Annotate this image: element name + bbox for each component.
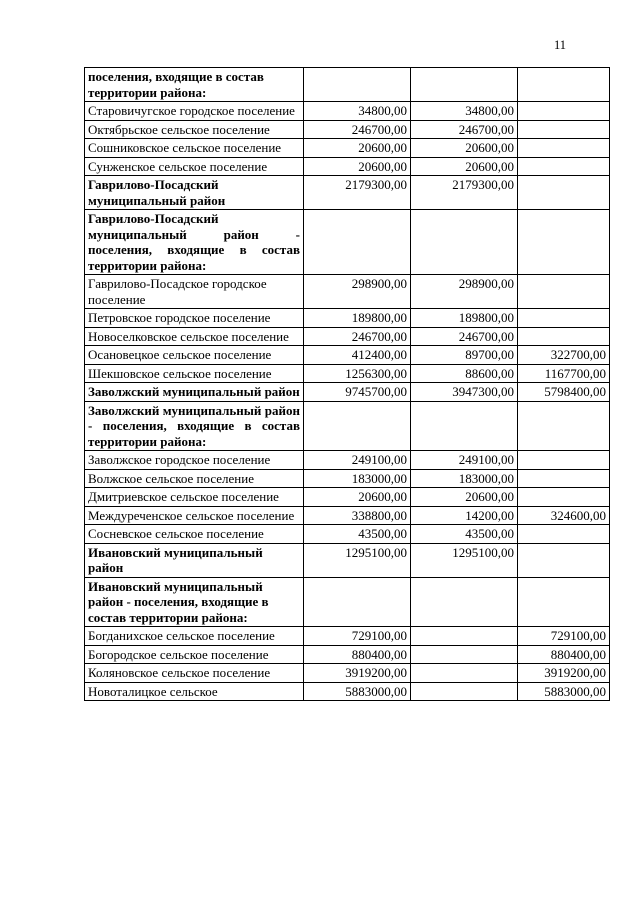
amount-cell-col3: 324600,00 (518, 506, 610, 525)
district-heading-cell: поселения, входящие в состав территории района: (85, 68, 304, 102)
budget-table-body (85, 68, 610, 701)
table-row (85, 682, 610, 701)
settlement-name-cell: Петровское городское поселение (85, 309, 304, 328)
amount-cell-col1: 189800,00 (304, 309, 411, 328)
amount-cell-col2 (411, 68, 518, 102)
amount-cell-col2: 249100,00 (411, 451, 518, 470)
amount-cell-col2 (411, 210, 518, 275)
amount-cell-col1: 2179300,00 (304, 176, 411, 210)
settlement-name-cell: Сошниковское сельское поселение (85, 139, 304, 158)
amount-cell-col3 (518, 139, 610, 158)
settlement-name-cell: Новоселковское сельское поселение (85, 327, 304, 346)
amount-cell-col1: 3919200,00 (304, 664, 411, 683)
district-heading-cell: Ивановский муниципальный район - поселения, входящие в состав территории района: (85, 577, 304, 627)
amount-cell-col3 (518, 543, 610, 577)
amount-cell-col3 (518, 469, 610, 488)
amount-cell-col2: 89700,00 (411, 346, 518, 365)
settlement-name-cell: Старовичугское городское поселение (85, 102, 304, 121)
settlement-name-cell: Богданихское сельское поселение (85, 627, 304, 646)
amount-cell-col2: 43500,00 (411, 525, 518, 544)
amount-cell-col2 (411, 645, 518, 664)
table-row (85, 488, 610, 507)
settlement-name-cell: Гаврилово-Посадское городское поселение (85, 275, 304, 309)
amount-cell-col3 (518, 525, 610, 544)
amount-cell-col1: 246700,00 (304, 327, 411, 346)
amount-cell-col2: 246700,00 (411, 120, 518, 139)
table-row (85, 157, 610, 176)
amount-cell-col3 (518, 210, 610, 275)
amount-cell-col3 (518, 401, 610, 451)
amount-cell-col2: 2179300,00 (411, 176, 518, 210)
settlement-name-cell: Междуреченское сельское поселение (85, 506, 304, 525)
amount-cell-col2: 3947300,00 (411, 383, 518, 402)
table-row (85, 525, 610, 544)
settlement-name-cell: Коляновское сельское поселение (85, 664, 304, 683)
amount-cell-col2 (411, 577, 518, 627)
district-heading-cell: Заволжский муниципальный район (85, 383, 304, 402)
settlement-name-cell: Заволжское городское поселение (85, 451, 304, 470)
table-row (85, 309, 610, 328)
table-row (85, 364, 610, 383)
amount-cell-col3 (518, 309, 610, 328)
settlement-name-cell: Волжское сельское поселение (85, 469, 304, 488)
budget-table (84, 67, 610, 701)
amount-cell-col1: 880400,00 (304, 645, 411, 664)
amount-cell-col1: 9745700,00 (304, 383, 411, 402)
amount-cell-col2 (411, 401, 518, 451)
district-heading-cell: Гаврилово-Посадский муниципальный район - поселения, входящие в состав территории района: (85, 210, 304, 275)
amount-cell-col1 (304, 577, 411, 627)
amount-cell-col1: 298900,00 (304, 275, 411, 309)
amount-cell-col2: 14200,00 (411, 506, 518, 525)
district-heading-cell: Ивановский муниципальный район (85, 543, 304, 577)
amount-cell-col1: 412400,00 (304, 346, 411, 365)
table-row (85, 176, 610, 210)
amount-cell-col1 (304, 210, 411, 275)
table-row (85, 543, 610, 577)
table-row (85, 645, 610, 664)
table-row (85, 451, 610, 470)
table-row (85, 346, 610, 365)
amount-cell-col2: 20600,00 (411, 139, 518, 158)
settlement-name-cell: Дмитриевское сельское поселение (85, 488, 304, 507)
amount-cell-col3 (518, 451, 610, 470)
table-row (85, 275, 610, 309)
amount-cell-col3 (518, 275, 610, 309)
amount-cell-col2: 88600,00 (411, 364, 518, 383)
amount-cell-col3: 729100,00 (518, 627, 610, 646)
table-row (85, 327, 610, 346)
amount-cell-col1: 20600,00 (304, 157, 411, 176)
amount-cell-col3: 1167700,00 (518, 364, 610, 383)
amount-cell-col3 (518, 176, 610, 210)
amount-cell-col1 (304, 401, 411, 451)
amount-cell-col1: 1256300,00 (304, 364, 411, 383)
amount-cell-col3 (518, 327, 610, 346)
amount-cell-col2: 1295100,00 (411, 543, 518, 577)
table-row (85, 627, 610, 646)
amount-cell-col2 (411, 627, 518, 646)
amount-cell-col1: 246700,00 (304, 120, 411, 139)
table-row (85, 102, 610, 121)
amount-cell-col3 (518, 120, 610, 139)
settlement-name-cell: Новоталицкое сельское (85, 682, 304, 701)
amount-cell-col1: 338800,00 (304, 506, 411, 525)
table-row (85, 577, 610, 627)
amount-cell-col1: 43500,00 (304, 525, 411, 544)
amount-cell-col1: 1295100,00 (304, 543, 411, 577)
amount-cell-col1: 249100,00 (304, 451, 411, 470)
amount-cell-col3: 5798400,00 (518, 383, 610, 402)
table-row (85, 139, 610, 158)
amount-cell-col2: 298900,00 (411, 275, 518, 309)
amount-cell-col1: 183000,00 (304, 469, 411, 488)
table-row (85, 383, 610, 402)
amount-cell-col3: 5883000,00 (518, 682, 610, 701)
table-row (85, 401, 610, 451)
amount-cell-col2: 20600,00 (411, 157, 518, 176)
table-row (85, 210, 610, 275)
amount-cell-col1: 729100,00 (304, 627, 411, 646)
amount-cell-col3 (518, 577, 610, 627)
amount-cell-col2: 189800,00 (411, 309, 518, 328)
amount-cell-col3: 3919200,00 (518, 664, 610, 683)
amount-cell-col2: 246700,00 (411, 327, 518, 346)
amount-cell-col2: 20600,00 (411, 488, 518, 507)
amount-cell-col1: 20600,00 (304, 139, 411, 158)
settlement-name-cell: Осановецкое сельское поселение (85, 346, 304, 365)
amount-cell-col1: 34800,00 (304, 102, 411, 121)
district-heading-cell: Гаврилово-Посадский муниципальный район (85, 176, 304, 210)
amount-cell-col1: 5883000,00 (304, 682, 411, 701)
amount-cell-col3: 880400,00 (518, 645, 610, 664)
amount-cell-col1 (304, 68, 411, 102)
table-row (85, 68, 610, 102)
amount-cell-col3 (518, 68, 610, 102)
table-row (85, 120, 610, 139)
page-number: 11 (553, 38, 567, 52)
table-row (85, 506, 610, 525)
settlement-name-cell: Октябрьское сельское поселение (85, 120, 304, 139)
settlement-name-cell: Сосневское сельское поселение (85, 525, 304, 544)
amount-cell-col1: 20600,00 (304, 488, 411, 507)
amount-cell-col2: 183000,00 (411, 469, 518, 488)
district-heading-cell: Заволжский муниципальный район - поселения, входящие в состав территории района: (85, 401, 304, 451)
settlement-name-cell: Сунженское сельское поселение (85, 157, 304, 176)
settlement-name-cell: Шекшовское сельское поселение (85, 364, 304, 383)
amount-cell-col3: 322700,00 (518, 346, 610, 365)
table-row (85, 664, 610, 683)
amount-cell-col3 (518, 488, 610, 507)
amount-cell-col3 (518, 102, 610, 121)
amount-cell-col2 (411, 682, 518, 701)
amount-cell-col2 (411, 664, 518, 683)
amount-cell-col2: 34800,00 (411, 102, 518, 121)
settlement-name-cell: Богородское сельское поселение (85, 645, 304, 664)
table-row (85, 469, 610, 488)
amount-cell-col3 (518, 157, 610, 176)
